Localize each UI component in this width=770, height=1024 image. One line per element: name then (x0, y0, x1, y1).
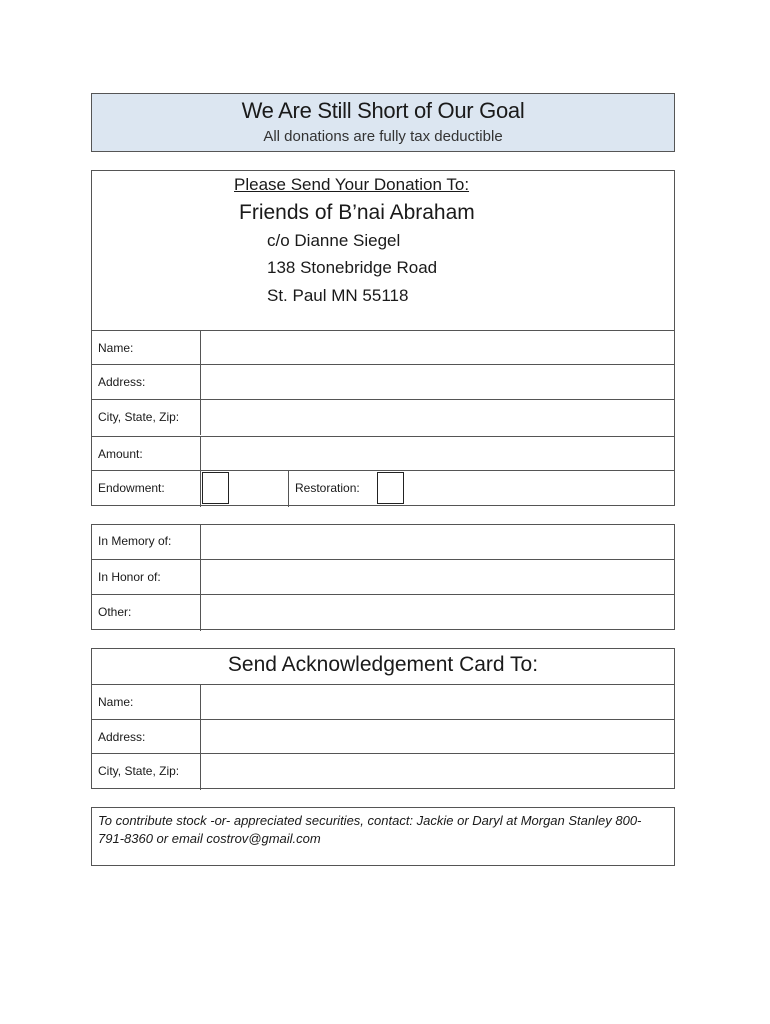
donor-address-label: Address: (98, 375, 146, 389)
ack-city-label: City, State, Zip: (98, 764, 180, 778)
honor-field[interactable] (201, 560, 674, 595)
donation-form (91, 170, 675, 506)
page-subtitle: All donations are fully tax deductible (263, 128, 503, 145)
donor-name-label: Name: (98, 341, 134, 355)
other-field[interactable] (201, 595, 674, 631)
tribute-form (91, 524, 675, 630)
acknowledgement-form (91, 648, 675, 789)
ack-name-label: Name: (98, 695, 134, 709)
other-label: Other: (98, 605, 132, 619)
header-banner (91, 93, 675, 152)
ack-address-label: Address: (98, 730, 146, 744)
fund-choice-row (92, 470, 674, 507)
securities-note-box (91, 807, 675, 866)
endowment-checkbox[interactable] (202, 472, 229, 504)
memory-row (92, 524, 674, 559)
acknowledgement-title: Send Acknowledgement Card To: (227, 653, 539, 676)
donor-address-field[interactable] (201, 365, 674, 400)
honor-label: In Honor of: (98, 570, 161, 584)
ack-address-field[interactable] (201, 720, 674, 755)
donor-name-field[interactable] (201, 331, 674, 366)
ack-name-row (92, 684, 674, 720)
address-line-care-of: c/o Dianne Siegel (267, 231, 401, 250)
endowment-label: Endowment: (98, 481, 165, 495)
ack-address-row (92, 719, 674, 755)
ack-city-row (92, 753, 674, 790)
donor-city-row (92, 399, 674, 435)
memory-field[interactable] (201, 524, 674, 559)
restoration-label: Restoration: (295, 481, 360, 495)
ack-name-field[interactable] (201, 685, 674, 720)
page-title: We Are Still Short of Our Goal (241, 98, 525, 123)
address-line-city: St. Paul MN 55118 (267, 286, 409, 305)
amount-field[interactable] (201, 437, 674, 472)
amount-row (92, 436, 674, 472)
other-row (92, 594, 674, 631)
organization-name: Friends of B’nai Abraham (239, 201, 475, 224)
address-line-street: 138 Stonebridge Road (267, 258, 438, 277)
donor-name-row (92, 330, 674, 366)
send-to-heading: Please Send Your Donation To: (234, 175, 470, 194)
honor-row (92, 559, 674, 595)
memory-label: In Memory of: (98, 534, 172, 548)
ack-city-field[interactable] (201, 754, 674, 790)
donor-city-label: City, State, Zip: (98, 410, 180, 424)
restoration-checkbox[interactable] (377, 472, 404, 504)
donor-city-field[interactable] (201, 400, 674, 435)
donor-address-row (92, 364, 674, 400)
amount-label: Amount: (98, 447, 143, 461)
securities-note: To contribute stock -or- appreciated securities, contact: Jackie or Daryl at Morgan Stanley 800- 791-8360 or email costrov@gmail.com (98, 813, 642, 846)
